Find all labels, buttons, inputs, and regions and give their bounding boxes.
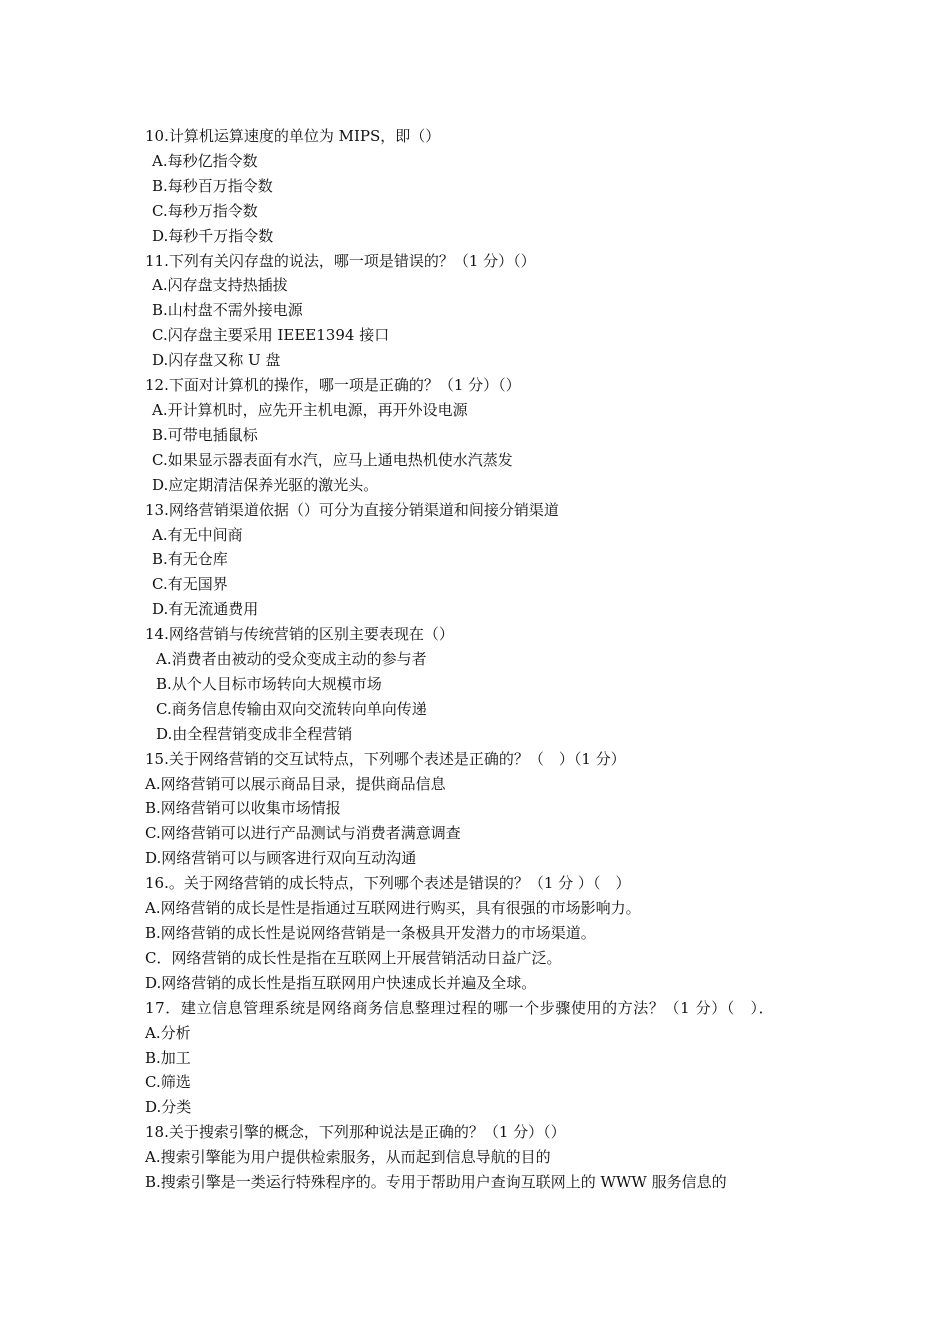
option-14-c: C.商务信息传输由双向交流转向单向传递 bbox=[156, 699, 427, 718]
question-17: 17．建立信息管理系统是网络商务信息整理过程的哪一个步骤使用的方法？（1 分）（ ）． bbox=[145, 998, 775, 1017]
question-11: 11.下列有关闪存盘的说法，哪一项是错误的？（1 分）（） bbox=[145, 251, 536, 270]
option-10-b: B.每秒百万指令数 bbox=[152, 176, 273, 195]
question-12: 12.下面对计算机的操作，哪一项是正确的？（1 分）（） bbox=[145, 376, 521, 395]
option-15-c: C.网络营销可以进行产品测试与消费者满意调查 bbox=[145, 824, 461, 843]
option-10-a: A.每秒亿指令数 bbox=[152, 151, 258, 170]
option-12-c: C.如果显示器表面有水汽，应马上通电热机使水汽蒸发 bbox=[152, 450, 513, 469]
option-15-d: D.网络营销可以与顾客进行双向互动沟通 bbox=[145, 849, 417, 868]
option-17-a: A.分析 bbox=[145, 1023, 191, 1042]
option-16-c: C．网络营销的成长性是指在互联网上开展营销活动日益广泛。 bbox=[145, 948, 562, 967]
option-16-d: D.网络营销的成长性是指互联网用户快速成长并遍及全球。 bbox=[145, 973, 537, 992]
option-16-a: A.网络营销的成长是性是指通过互联网进行购买，具有很强的市场影响力。 bbox=[145, 899, 641, 918]
option-11-d: D.闪存盘又称 U 盘 bbox=[152, 351, 281, 370]
option-17-d: D.分类 bbox=[145, 1098, 192, 1117]
option-17-c: C.筛选 bbox=[145, 1073, 191, 1092]
option-14-b: B.从个人目标市场转向大规模市场 bbox=[156, 674, 382, 693]
option-10-d: D.每秒千万指令数 bbox=[152, 226, 274, 245]
option-13-a: A.有无中间商 bbox=[152, 525, 243, 544]
option-11-a: A.闪存盘支持热插拔 bbox=[152, 276, 288, 295]
option-12-d: D.应定期清洁保养光驱的激光头。 bbox=[152, 475, 379, 494]
question-18: 18.关于搜索引擎的概念，下列那种说法是正确的？（1 分）（） bbox=[145, 1123, 566, 1142]
option-14-a: A.消费者由被动的受众变成主动的参与者 bbox=[156, 650, 427, 669]
question-10: 10.计算机运算速度的单位为 MIPS，即（） bbox=[145, 127, 441, 145]
option-12-a: A.开计算机时，应先开主机电源，再开外设电源 bbox=[152, 400, 468, 419]
question-15: 15.关于网络营销的交互试特点，下列哪个表述是正确的？（ ）（1 分） bbox=[145, 749, 626, 768]
option-13-c: C.有无国界 bbox=[152, 575, 228, 594]
option-18-b: B.搜索引擎是一类运行特殊程序的。专用于帮助用户查询互联网上的 WWW 服务信息的 bbox=[145, 1173, 727, 1192]
option-11-b: B.山村盘不需外接电源 bbox=[152, 301, 303, 320]
question-13: 13.网络营销渠道依据（）可分为直接分销渠道和间接分销渠道 bbox=[145, 500, 559, 519]
question-14: 14.网络营销与传统营销的区别主要表现在（） bbox=[145, 625, 454, 644]
option-13-b: B.有无仓库 bbox=[152, 550, 228, 569]
option-18-a: A.搜索引擎能为用户提供检索服务，从而起到信息导航的目的 bbox=[145, 1148, 551, 1167]
option-12-b: B.可带电插鼠标 bbox=[152, 425, 258, 444]
option-15-b: B.网络营销可以收集市场情报 bbox=[145, 799, 341, 818]
option-17-b: B.加工 bbox=[145, 1048, 191, 1067]
option-16-b: B.网络营销的成长性是说网络营销是一条极具开发潜力的市场渠道。 bbox=[145, 924, 596, 942]
option-14-d: D.由全程营销变成非全程营销 bbox=[156, 724, 353, 743]
question-16: 16.。关于网络营销的成长特点，下列哪个表述是错误的？（1 分 ）（ ） bbox=[145, 874, 631, 893]
option-11-c: C.闪存盘主要采用 IEEE1394 接口 bbox=[152, 326, 390, 345]
option-13-d: D.有无流通费用 bbox=[152, 600, 259, 619]
option-10-c: C.每秒万指令数 bbox=[152, 201, 258, 220]
question-list bbox=[145, 124, 810, 1195]
option-15-a: A.网络营销可以展示商品目录，提供商品信息 bbox=[145, 774, 446, 793]
